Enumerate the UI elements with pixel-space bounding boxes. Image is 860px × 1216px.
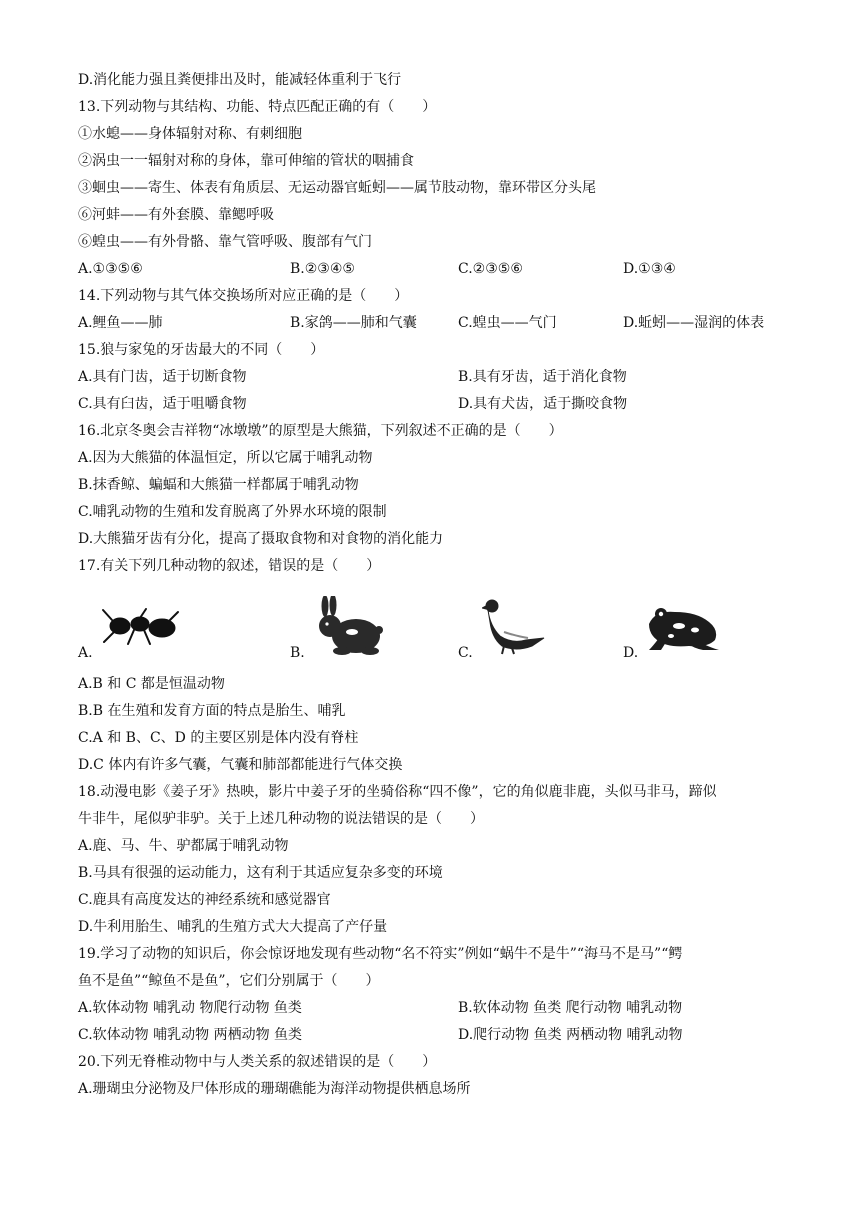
q14-option-c: C.蝗虫——气门 — [458, 315, 557, 331]
q18-option-b: B.马具有很强的运动能力，这有利于其适应复杂多变的环境 — [78, 865, 443, 881]
q13-item-2: ②涡虫一一辐射对称的身体，靠可伸缩的管状的咽捕食 — [78, 153, 414, 169]
q12-option-d: D.消化能力强且粪便排出及时，能减轻体重利于飞行 — [78, 72, 402, 88]
q20-option-a: A.珊瑚虫分泌物及尸体形成的珊瑚礁能为海洋动物提供栖息场所 — [78, 1081, 471, 1097]
q18-option-a: A.鹿、马、牛、驴都属于哺乳动物 — [78, 838, 289, 854]
q13-item-3: ③蛔虫——寄生、体表有角质层、无运动器官蚯蚓——属节肢动物，靠环带区分头尾 — [78, 180, 596, 196]
frog-icon — [645, 604, 721, 652]
q14-option-a: A.鲤鱼——肺 — [78, 315, 163, 331]
q19-stem-line-1: 19.学习了动物的知识后，你会惊讶地发现有些动物“名不符实”例如“蜗牛不是牛”“海马不是马”“鳄 — [78, 946, 683, 962]
q13-option-c: C.②③⑤⑥ — [458, 261, 523, 277]
q19-option-d: D.爬行动物 鱼类 两栖动物 哺乳动物 — [458, 1027, 683, 1043]
q18-stem-line-2: 牛非牛，尾似驴非驴。关于上述几种动物的说法错误的是（ ） — [78, 811, 484, 827]
q17-option-d: D.C 体内有许多气囊，气囊和肺部都能进行气体交换 — [78, 757, 403, 773]
q13-item-5: ⑥蝗虫——有外骨骼、靠气管呼吸、腹部有气门 — [78, 234, 372, 250]
q16-stem: 16.北京冬奥会吉祥物“冰墩墩”的原型是大熊猫，下列叙述不正确的是（ ） — [78, 423, 563, 439]
q17-label-a: A. — [78, 645, 93, 661]
q19-option-a: A.软体动物 哺乳动 物爬行动物 鱼类 — [78, 1000, 302, 1016]
pigeon-icon — [482, 598, 546, 656]
q18-option-d: D.牛利用胎生、哺乳的生殖方式大大提高了产仔量 — [78, 919, 388, 935]
q13-item-4: ⑥河蚌——有外套膜、靠鳃呼吸 — [78, 207, 274, 223]
q16-option-b: B.抹香鲸、蝙蝠和大熊猫一样都属于哺乳动物 — [78, 477, 359, 493]
q14-stem: 14.下列动物与其气体交换场所对应正确的是（ ） — [78, 288, 409, 304]
q19-option-b: B.软体动物 鱼类 爬行动物 哺乳动物 — [458, 1000, 683, 1016]
q15-option-b: B.具有牙齿，适于消化食物 — [458, 369, 627, 385]
q15-option-d: D.具有犬齿，适于撕咬食物 — [458, 396, 628, 412]
q17-label-d: D. — [623, 645, 639, 661]
q17-option-b: B.B 在生殖和发育方面的特点是胎生、哺乳 — [78, 703, 346, 719]
q15-option-c: C.具有臼齿，适于咀嚼食物 — [78, 396, 247, 412]
q19-stem-line-2: 鱼不是鱼”“鲸鱼不是鱼”，它们分别属于（ ） — [78, 973, 380, 989]
q13-item-1: ①水螅——身体辐射对称、有刺细胞 — [78, 126, 302, 142]
q17-option-a: A.B 和 C 都是恒温动物 — [78, 676, 225, 692]
q13-option-b: B.②③④⑤ — [290, 261, 355, 277]
rabbit-icon — [312, 596, 384, 658]
q16-option-d: D.大熊猫牙齿有分化，提高了摄取食物和对食物的消化能力 — [78, 531, 444, 547]
q14-option-d: D.蚯蚓——湿润的体表 — [623, 315, 765, 331]
q17-option-c: C.A 和 B、C、D 的主要区别是体内没有脊柱 — [78, 730, 359, 746]
q20-stem: 20.下列无脊椎动物中与人类关系的叙述错误的是（ ） — [78, 1054, 437, 1070]
q17-label-b: B. — [290, 645, 305, 661]
q18-stem-line-1: 18.动漫电影《姜子牙》热映，影片中姜子牙的坐骑俗称“四不像”，它的角似鹿非鹿，头似马非马，蹄似 — [78, 784, 717, 800]
q13-option-a: A.①③⑤⑥ — [78, 261, 143, 277]
q17-stem: 17.有关下列几种动物的叙述，错误的是（ ） — [78, 558, 381, 574]
q15-stem: 15.狼与家兔的牙齿最大的不同（ ） — [78, 342, 325, 358]
q13-stem: 13.下列动物与其结构、功能、特点匹配正确的有（ ） — [78, 99, 437, 115]
q14-option-b: B.家鸽——肺和气囊 — [290, 315, 417, 331]
ant-icon — [100, 606, 180, 646]
q15-option-a: A.具有门齿，适于切断食物 — [78, 369, 247, 385]
q17-label-c: C. — [458, 645, 473, 661]
q13-option-d: D.①③④ — [623, 261, 676, 277]
q18-option-c: C.鹿具有高度发达的神经系统和感觉器官 — [78, 892, 331, 908]
q16-option-a: A.因为大熊猫的体温恒定，所以它属于哺乳动物 — [78, 450, 373, 466]
q16-option-c: C.哺乳动物的生殖和发育脱离了外界水环境的限制 — [78, 504, 387, 520]
q19-option-c: C.软体动物 哺乳动物 两栖动物 鱼类 — [78, 1027, 303, 1043]
